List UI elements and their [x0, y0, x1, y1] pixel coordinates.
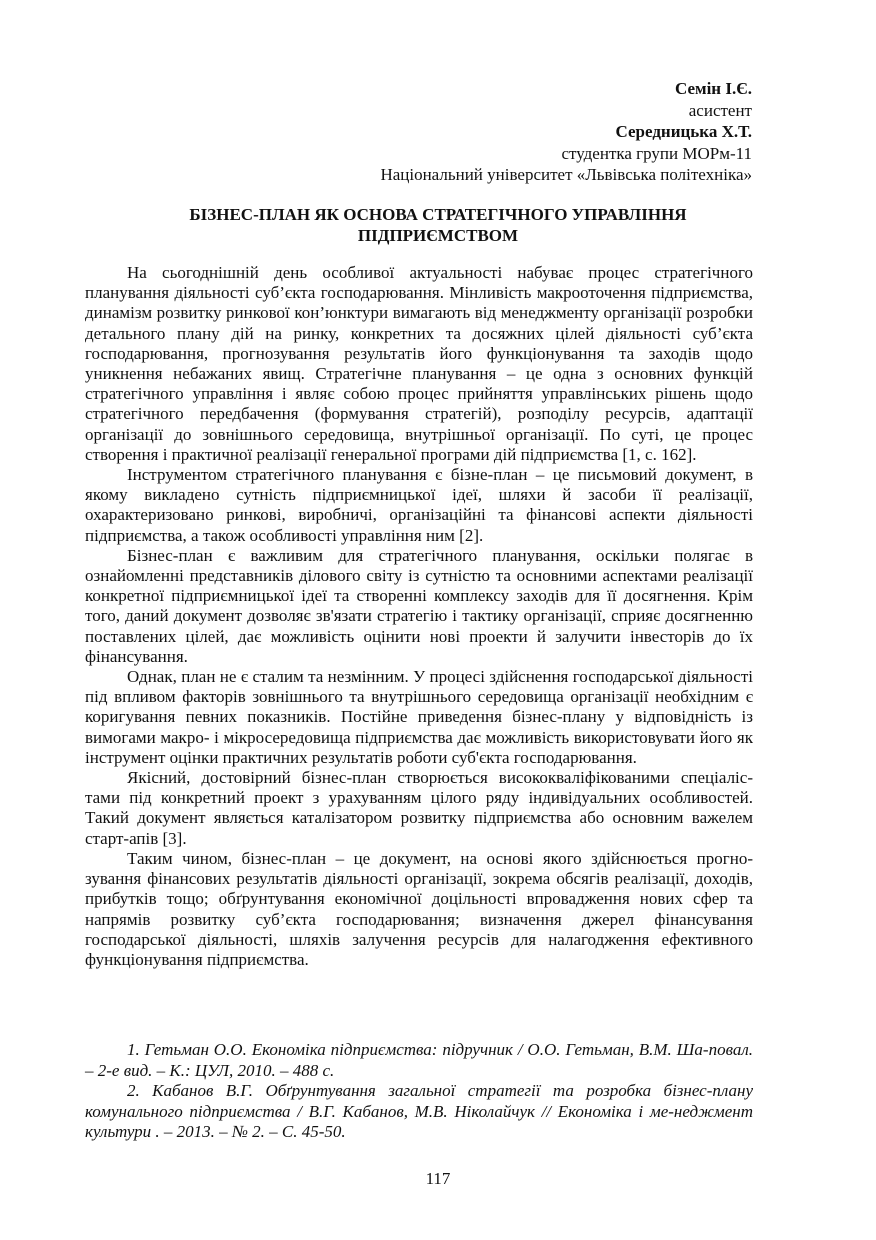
title-line: БІЗНЕС-ПЛАН ЯК ОСНОВА СТРАТЕГІЧНОГО УПРАВЛІННЯ — [189, 205, 687, 224]
author-name: Середницька Х.Т. — [615, 122, 752, 141]
reference-item: 2. Кабанов В.Г. Обґрунтування загальної стратегії та розробка бізнес-плану комунального підприємства / В.Г. Кабанов, М.В. Ніколайчук // Економіка і ме-неджмент культури . – 2013. – № 2. – С. 45-50. — [85, 1081, 753, 1141]
body-paragraph: Бізнес-план є важливим для стратегічного планування, оскільки полягає в ознайомленні представників ділового світу із сутністю та основними аспектами реалізації конкретної підприємницької ідеї та створенні комплексу заходів для її досягнення. Крім того, даний документ дозволяє зв'язати стратегію і тактику організації, сприяє досягненню поставлених цілей, дає можливість оцінити нові проекти й залучити інвесторів до їх фінансування. — [85, 545, 753, 666]
author-name: Семін І.Є. — [674, 79, 752, 98]
body-paragraph: Таким чином, бізнес-план – це документ, на основі якого здійснюється прогно-зування фінансових результатів діяльності організації, зокрема обсягів реалізації, доходів, прибутків тощо; обґрунтування економічної доцільності впровадження нових сфер та напрямів розвитку суб’єкта господарювання; визначення джерел фінансування господарської діяльності, шляхів залучення ресурсів для налагодження ефективного функціонування підприємства. — [85, 848, 753, 969]
title-line: ПІДПРИЄМСТВОМ — [357, 226, 519, 245]
body-paragraph: Інструментом стратегічного планування є бізне-план – це письмовий документ, в якому викладено сутність підприємницької ідеї, шляхи й засоби її реалізації, охарактеризовано ринкові, виробничі, організаційні та фінансові аспекти діяльності підприємства, а також особливості управління ним [2]. — [85, 465, 753, 545]
body-paragraph: Якісний, достовірний бізнес-план створюється висококваліфікованими спеціаліс-тами під конкретний проект з урахуванням цілого ряду індивідуальних особливостей. Такий документ являється каталізатором розвитку підприємства або основним важелем старт-апів [3]. — [85, 768, 753, 848]
page-number: 117 — [425, 1169, 451, 1188]
author-position: студентка групи МОРм-11 — [561, 143, 752, 163]
article-body — [85, 263, 753, 970]
affiliation: Національний університет «Львівська політехніка» — [380, 165, 752, 184]
author-block — [232, 78, 752, 186]
reference-item: 1. Гетьман О.О. Економіка підприємства: підручник / О.О. Гетьман, В.М. Ша-повал. – 2-е вид. – К.: ЦУЛ, 2010. – 488 с. — [85, 1040, 753, 1080]
article-title — [120, 204, 756, 246]
reference-list — [85, 1040, 753, 1143]
body-paragraph: На сьогоднішній день особливої актуальності набуває процес стратегічного планування діяльності суб’єкта господарювання. Мінливість макрооточення підприємства, динамізм розвитку ринкової кон’юнктури вимагають від менеджменту організації розробки детального плану дій на ринку, конкретних та досяжних цілей діяльності суб’єкта господарювання, прогнозування результатів його функціонування та заходів щодо уникнення небажаних явищ. Стратегічне планування – це одна з основних функцій стратегічного управління і являє собою процес прийняття управлінських рішень щодо стратегічного передбачення (формування стратегій), розподілу ресурсів, адаптації організації до зовнішнього середовища, внутрішньої організації. По суті, це процес створення і практичної реалізації генеральної програми дій підприємства [1, с. 162]. — [85, 263, 753, 464]
author-position: асистент — [688, 100, 752, 120]
body-paragraph: Однак, план не є сталим та незмінним. У процесі здійснення господарської діяльності під впливом факторів зовнішнього та внутрішнього середовища організації необхідним є коригування певних показників. Постійне приведення бізнес-плану у відповідність із вимогами макро- і мікросередовища підприємства дає можливість використовувати його як інструмент оцінки практичних результатів роботи суб'єкта господарювання. — [85, 667, 753, 767]
